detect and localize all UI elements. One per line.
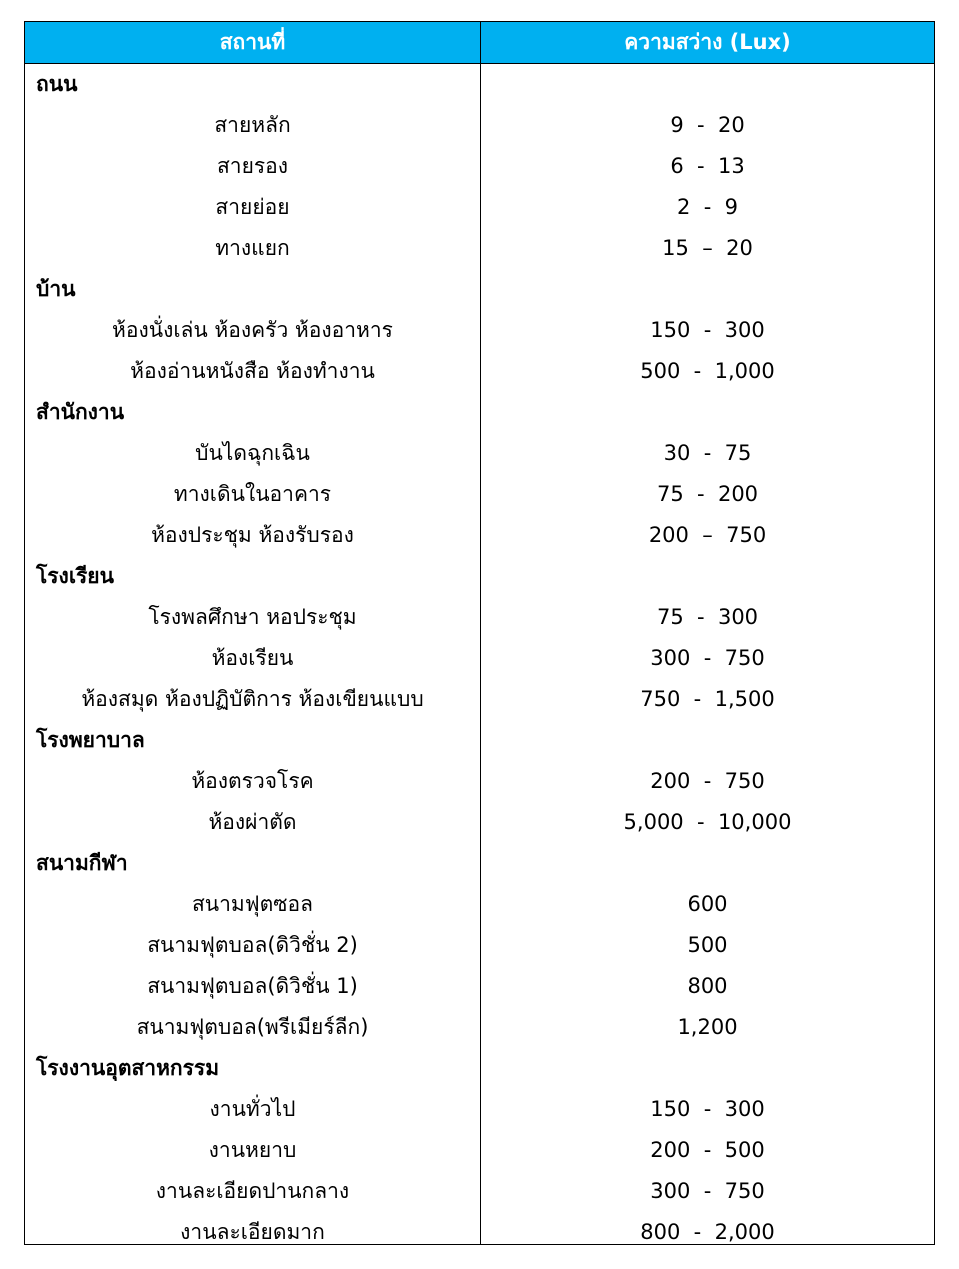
header-lux: ความสว่าง (Lux) [624,30,791,54]
lux-cell: 30 - 75 [663,441,752,465]
category-label: โรงพยาบาล [36,728,145,752]
place-cell: สายย่อย [215,195,290,219]
category-row [25,843,934,884]
lux-table [24,21,935,1245]
table-row [25,966,934,1007]
place-cell: สายรอง [216,154,289,178]
place-cell: สนามฟุตบอล(ดิวิชั่น 2) [147,933,358,957]
table-row [25,1089,934,1130]
table-row [25,474,934,515]
lux-cell: 150 - 300 [650,318,765,342]
lux-cell: 800 [687,974,728,998]
lux-cell: 150 - 300 [650,1097,765,1121]
table-row [25,1212,934,1253]
category-row [25,392,934,433]
table-row [25,597,934,638]
lux-cell: 15 – 20 [662,236,753,260]
place-cell: ทางแยก [215,236,290,260]
table-row [25,1130,934,1171]
place-cell: ห้องนั่งเล่น ห้องครัว ห้องอาหาร [112,318,393,342]
place-cell: ห้องอ่านหนังสือ ห้องทำงาน [130,359,375,383]
category-row [25,269,934,310]
table-row [25,761,934,802]
lux-cell: 1,200 [677,1015,738,1039]
lux-cell: 200 – 750 [648,523,767,547]
place-cell: งานทั่วไป [209,1097,296,1121]
place-cell: งานละเอียดมาก [180,1220,325,1244]
place-cell: สนามฟุตซอล [191,892,314,916]
category-row [25,720,934,761]
place-cell: บันไดฉุกเฉิน [195,441,310,465]
table-row [25,638,934,679]
table-row [25,105,934,146]
lux-cell: 600 [687,892,728,916]
table-body [25,64,934,1253]
category-label: ถนน [36,72,78,96]
lux-cell: 750 - 1,500 [640,687,775,711]
table-row [25,1171,934,1212]
category-row [25,64,934,105]
header-place: สถานที่ [219,30,286,54]
lux-cell: 5,000 - 10,000 [623,810,792,834]
table-row [25,1007,934,1048]
category-label: บ้าน [36,277,76,301]
lux-cell: 300 - 750 [650,1179,765,1203]
lux-cell: 6 - 13 [670,154,745,178]
category-label: สนามกีฬา [36,851,128,875]
place-cell: ห้องประชุม ห้องรับรอง [151,523,354,547]
table-row [25,187,934,228]
place-cell: ห้องผ่าตัด [208,810,297,834]
category-label: โรงเรียน [36,564,114,588]
table-row [25,310,934,351]
table-row [25,146,934,187]
place-cell: โรงพลศึกษา หอประชุม [148,605,357,629]
place-cell: งานหยาบ [208,1138,297,1162]
table-row [25,884,934,925]
lux-cell: 9 - 20 [670,113,745,137]
lux-cell: 200 - 500 [650,1138,765,1162]
place-cell: ทางเดินในอาคาร [173,482,332,506]
lux-cell: 75 - 300 [656,605,759,629]
table-row [25,802,934,843]
category-row [25,556,934,597]
lux-cell: 75 - 200 [656,482,759,506]
table-row [25,433,934,474]
table-row [25,515,934,556]
table-row [25,228,934,269]
table-row [25,925,934,966]
place-cell: สนามฟุตบอล(ดิวิชั่น 1) [147,974,358,998]
lux-cell: 2 - 9 [676,195,738,219]
lux-cell: 800 - 2,000 [640,1220,775,1244]
place-cell: สายหลัก [214,113,291,137]
lux-cell: 300 - 750 [650,646,765,670]
category-label: โรงงานอุตสาหกรรม [36,1056,220,1080]
category-row [25,1048,934,1089]
category-label: สำนักงาน [36,400,125,424]
lux-cell: 500 - 1,000 [640,359,775,383]
table-row [25,679,934,720]
table-row [25,351,934,392]
place-cell: ห้องตรวจโรค [191,769,314,793]
place-cell: ห้องเรียน [211,646,294,670]
lux-cell: 500 [687,933,728,957]
place-cell: งานละเอียดปานกลาง [155,1179,350,1203]
lux-cell: 200 - 750 [650,769,765,793]
place-cell: สนามฟุตบอล(พรีเมียร์ลีก) [136,1015,369,1039]
place-cell: ห้องสมุด ห้องปฏิบัติการ ห้องเขียนแบบ [81,687,424,711]
